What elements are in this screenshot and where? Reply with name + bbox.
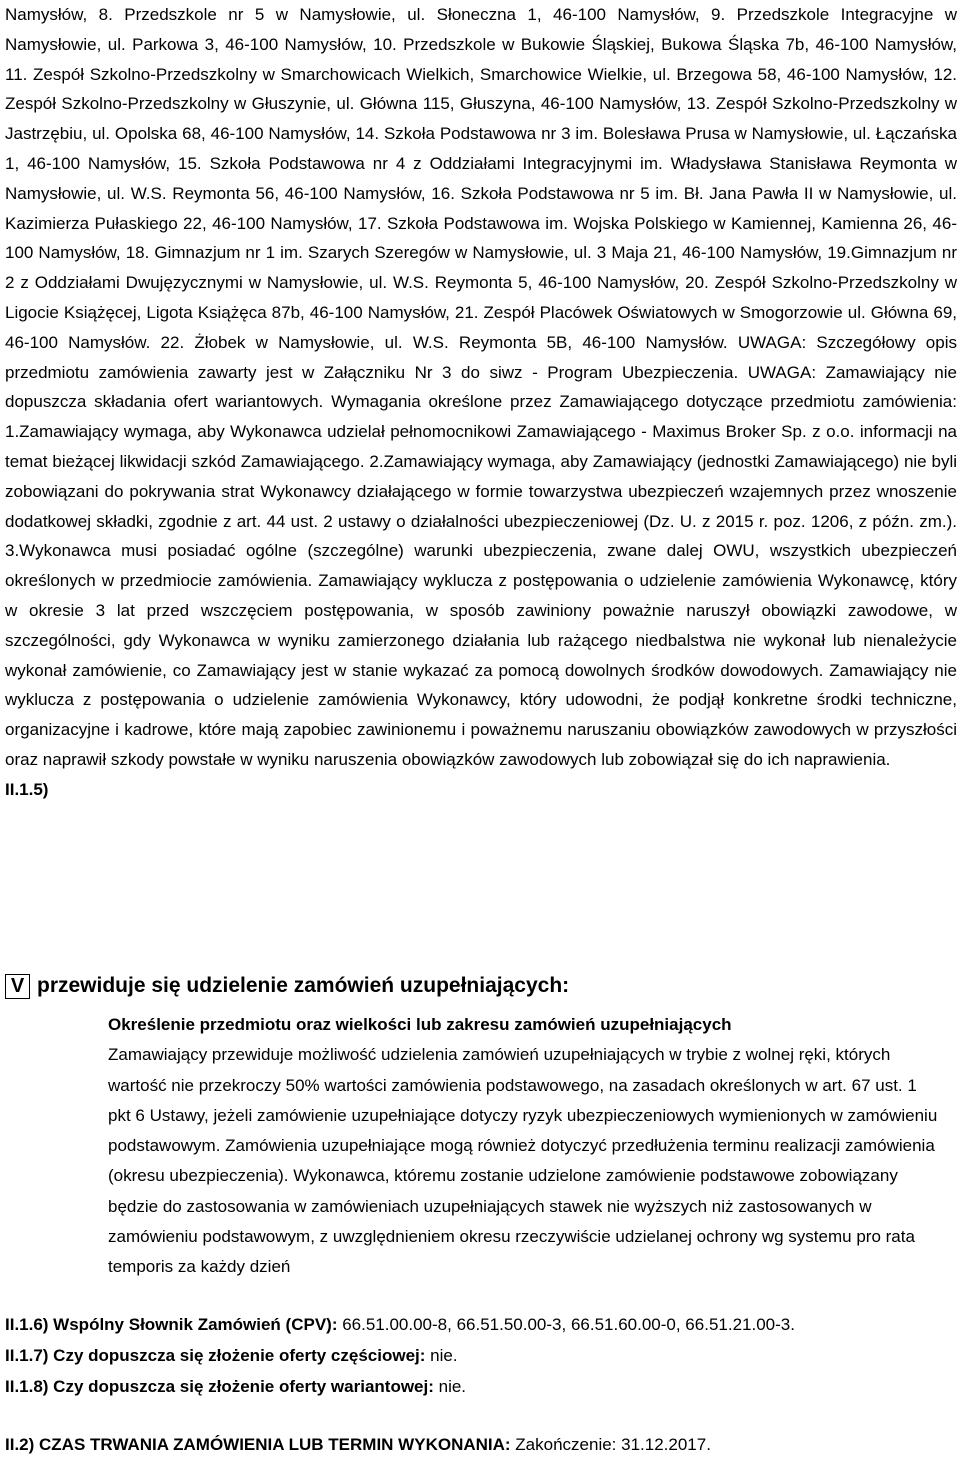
variant-offer-label: II.1.8) Czy dopuszcza się złożenie oferty wariantowej: <box>5 1377 434 1396</box>
duration-value: Zakończenie: 31.12.2017. <box>510 1435 711 1454</box>
partial-offer-value: nie. <box>425 1346 458 1365</box>
partial-offer-line <box>5 1346 458 1366</box>
main-text: Namysłów, 8. Przedszkole nr 5 w Namysłowie, ul. Słoneczna 1, 46-100 Namysłów, 9. Przedszkole Integracyjne w Namysłowie, ul. Parkowa 3, 46-100 Namysłów, 10. Przedszkole w Bukowie Śląskiej, Bukowa Śląska 7b, 46-100 Namysłów, 11. Zespół Szkolno-Przedszkolny w Smarchowicach Wielkich, Smarchowice Wielkie, ul. Brzegowa 58, 46-100 Namysłów, 12. Zespół Szkolno-Przedszkolny w Głuszynie, ul. Główna 115, Głuszyna, 46-100 Namysłów, 13. Zespół Szkolno-Przedszkolny w Jastrzębiu, ul. Opolska 68, 46-100 Namysłów, 14. Szkoła Podstawowa nr 3 im. Bolesława Prusa w Namysłowie, ul. Łączańska 1, 46-100 Namysłów, 15. Szkoła Podstawowa nr 4 z Oddziałami Integracyjnymi im. Władysława Stanisława Reymonta w Namysłowie, ul. W.S. Reymonta 56, 46-100 Namysłów, 16. Szkoła Podstawowa nr 5 im. Bł. Jana Pawła II w Namysłowie, ul. Kazimierza Pułaskiego 22, 46-100 Namysłów, 17. Szkoła Podstawowa im. Wojska Polskiego w Kamiennej, Kamienna 26, 46-100 Namysłów, 18. Gimnazjum nr 1 im. Szarych Szeregów w Namysłowie, ul. 3 Maja 21, 46-100 Namysłów, 19.Gimnazjum nr 2 z Oddziałami Dwujęzycznymi w Namysłowie, ul. W.S. Reymonta 5, 46-100 Namysłów, 20. Zespół Szkolno-Przedszkolny w Ligocie Książęcej, Ligota Książęca 87b, 46-100 Namysłów, 21. Zespół Placówek Oświatowych w Smogorzowie ul. Główna 69, 46-100 Namysłów. 22. Żłobek w Namysłowie, ul. W.S. Reymonta 5B, 46-100 Namysłów. UWAGA: Szczegółowy opis przedmiotu zamówienia zawarty jest w Załączniku Nr 3 do siwz - Program Ubezpieczenia. UWAGA: Zamawiający nie dopuszcza składania ofert wariantowych. Wymagania określone przez Zamawiającego dotyczące przedmiotu zamówienia: 1.Zamawiający wymaga, aby Wykonawca udzielał pełnomocnikowi Zamawiającego - Maximus Broker Sp. z o.o. informacji na temat bieżącej likwidacji szkód Zamawiającego. 2.Zamawiający wymaga, aby Zamawiający (jednostki Zamawiającego) nie byli zobowiązani do pokrywania strat Wykonawcy działającego w formie towarzystwa ubezpieczeń wzajemnych przez wnoszenie dodatkowej składki, zgodnie z art. 44 ust. 2 ustawy o działalności ubezpieczeniowej (Dz. U. z 2015 r. poz. 1206, z późn. zm.). 3.Wykonawca musi posiadać ogólne (szczególne) warunki ubezpieczenia, zwane dalej OWU, wszystkich ubezpieczeń określonych w przedmiocie zamówienia. Zamawiający wyklucza z postępowania o udzielenie zamówienia Wykonawcę, który w okresie 3 lat przed wszczęciem postępowania, w sposób zawiniony poważnie naruszył obowiązki zawodowe, w szczególności, gdy Wykonawca w wyniku zamierzonego działania lub rażącego niedbalstwa nie wykonał lub nienależycie wykonał zamówienie, co Zamawiający jest w stanie wykazać za pomocą dowolnych środków dowodowych. Zamawiający nie wyklucza z postępowania o udzielenie zamówienia Wykonawcy, który udowodni, że podjął konkretne środki techniczne, organizacyjne i kadrowe, które mają zapobiec zawinionemu i poważnemu naruszaniu obowiązków zawodowych w przyszłości oraz naprawił szkody powstałe w wyniku naruszenia obowiązków zawodowych lub zobowiązał się do ich naprawienia. <box>5 5 957 769</box>
cpv-line <box>5 1315 795 1335</box>
option-label: przewiduje się udzielenie zamówień uzupełniających: <box>37 974 570 997</box>
subsection-body: Zamawiający przewiduje możliwość udzielenia zamówień uzupełniających w trybie z wolnej ręki, których wartość nie przekroczy 50% wartości zamówienia podstawowego, na zasadach określonych w art. 67 ust. 1 pkt 6 Ustawy, jeżeli zamówienie uzupełniające dotyczy ryzyk ubezpieczeniowych wymienionych w zamówieniu podstawowym. Zamówienia uzupełniające mogą również dotyczyć przedłużenia terminu realizacji zamówienia (okresu ubezpieczenia). Wykonawca, któremu zostanie udzielone zamówienie podstawowe zobowiązany będzie do zastosowania w zamówieniach uzupełniających stawek nie wyższych niż zastosowanych w zamówieniu podstawowym, z uwzględnieniem okresu rzeczywiście udzielanej ochrony wg systemu pro rata temporis za każdy dzień <box>108 1045 938 1277</box>
supplementary-orders-description <box>108 1010 938 1283</box>
duration-line <box>5 1435 711 1455</box>
check-mark-icon: V <box>10 975 25 997</box>
cpv-value: 66.51.00.00-8, 66.51.50.00-3, 66.51.60.00-0, 66.51.21.00-3. <box>337 1315 795 1334</box>
option-checkbox[interactable] <box>5 974 30 999</box>
main-paragraph <box>5 0 957 805</box>
supplementary-orders-option <box>5 970 569 1002</box>
section-heading-ii-1-5: II.1.5) <box>5 779 49 799</box>
partial-offer-label: II.1.7) Czy dopuszcza się złożenie oferty częściowej: <box>5 1346 426 1365</box>
variant-offer-value: nie. <box>433 1377 467 1396</box>
variant-offer-line <box>5 1377 466 1397</box>
duration-label: II.2) CZAS TRWANIA ZAMÓWIENIA LUB TERMIN WYKONANIA: <box>5 1435 511 1454</box>
subsection-title: Określenie przedmiotu oraz wielkości lub zakresu zamówień uzupełniających <box>108 1015 732 1034</box>
cpv-label: II.1.6) Wspólny Słownik Zamówień (CPV): <box>5 1315 338 1334</box>
